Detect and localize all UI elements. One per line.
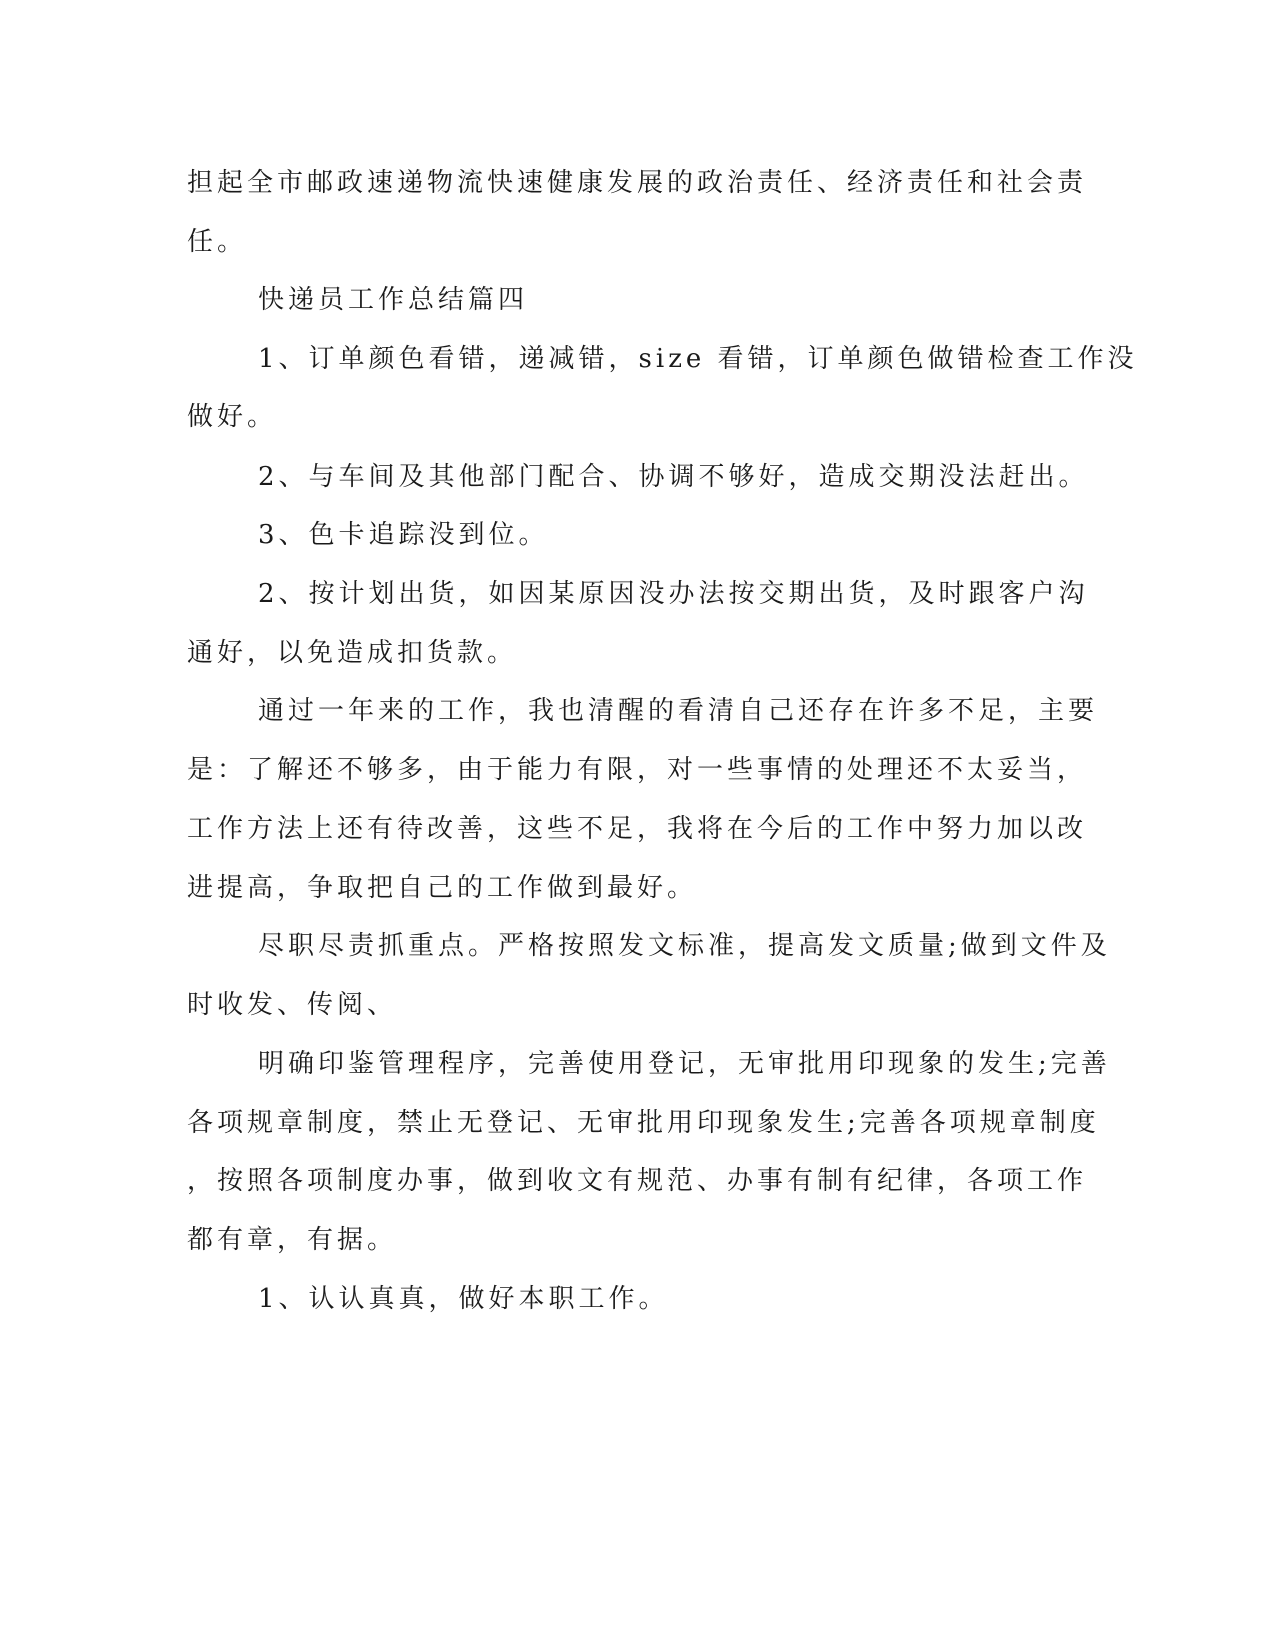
- text-line: 明确印鉴管理程序，完善使用登记，无审批用印现象的发生;完善: [258, 1049, 1111, 1079]
- text-line: 通好，以免造成扣货款。: [187, 638, 518, 668]
- text-line: 担起全市邮政速递物流快速健康发展的政治责任、经济责任和社会责: [187, 168, 1088, 198]
- text-line: 都有章，有据。: [187, 1225, 398, 1255]
- text-line: 3、色卡追踪没到位。: [258, 520, 549, 550]
- text-line: 2、与车间及其他部门配合、协调不够好，造成交期没法赶出。: [258, 462, 1089, 492]
- text-line: 各项规章制度，禁止无登记、无审批用印现象发生;完善各项规章制度: [187, 1108, 1100, 1138]
- text-line: 任。: [187, 227, 248, 257]
- text-line: 是：了解还不够多，由于能力有限，对一些事情的处理还不太妥当，: [187, 755, 1088, 785]
- text-line: 尽职尽责抓重点。严格按照发文标准，提高发文质量;做到文件及: [258, 931, 1111, 961]
- text-line: 1、订单颜色看错，递减错，size 看错，订单颜色做错检查工作没: [258, 344, 1138, 374]
- text-line: 工作方法上还有待改善，这些不足，我将在今后的工作中努力加以改: [187, 814, 1088, 844]
- text-line: 做好。: [187, 402, 278, 432]
- section-heading: 快递员工作总结篇四: [258, 285, 529, 315]
- text-line: ，按照各项制度办事，做到收文有规范、办事有制有纪律，各项工作: [187, 1166, 1088, 1196]
- text-line: 通过一年来的工作，我也清醒的看清自己还存在许多不足，主要: [258, 696, 1099, 726]
- text-line: 2、按计划出货，如因某原因没办法按交期出货，及时跟客户沟: [258, 579, 1089, 609]
- text-line: 进提高，争取把自己的工作做到最好。: [187, 873, 698, 903]
- text-line: 时收发、传阅、: [187, 990, 398, 1020]
- text-line: 1、认认真真，做好本职工作。: [258, 1284, 669, 1314]
